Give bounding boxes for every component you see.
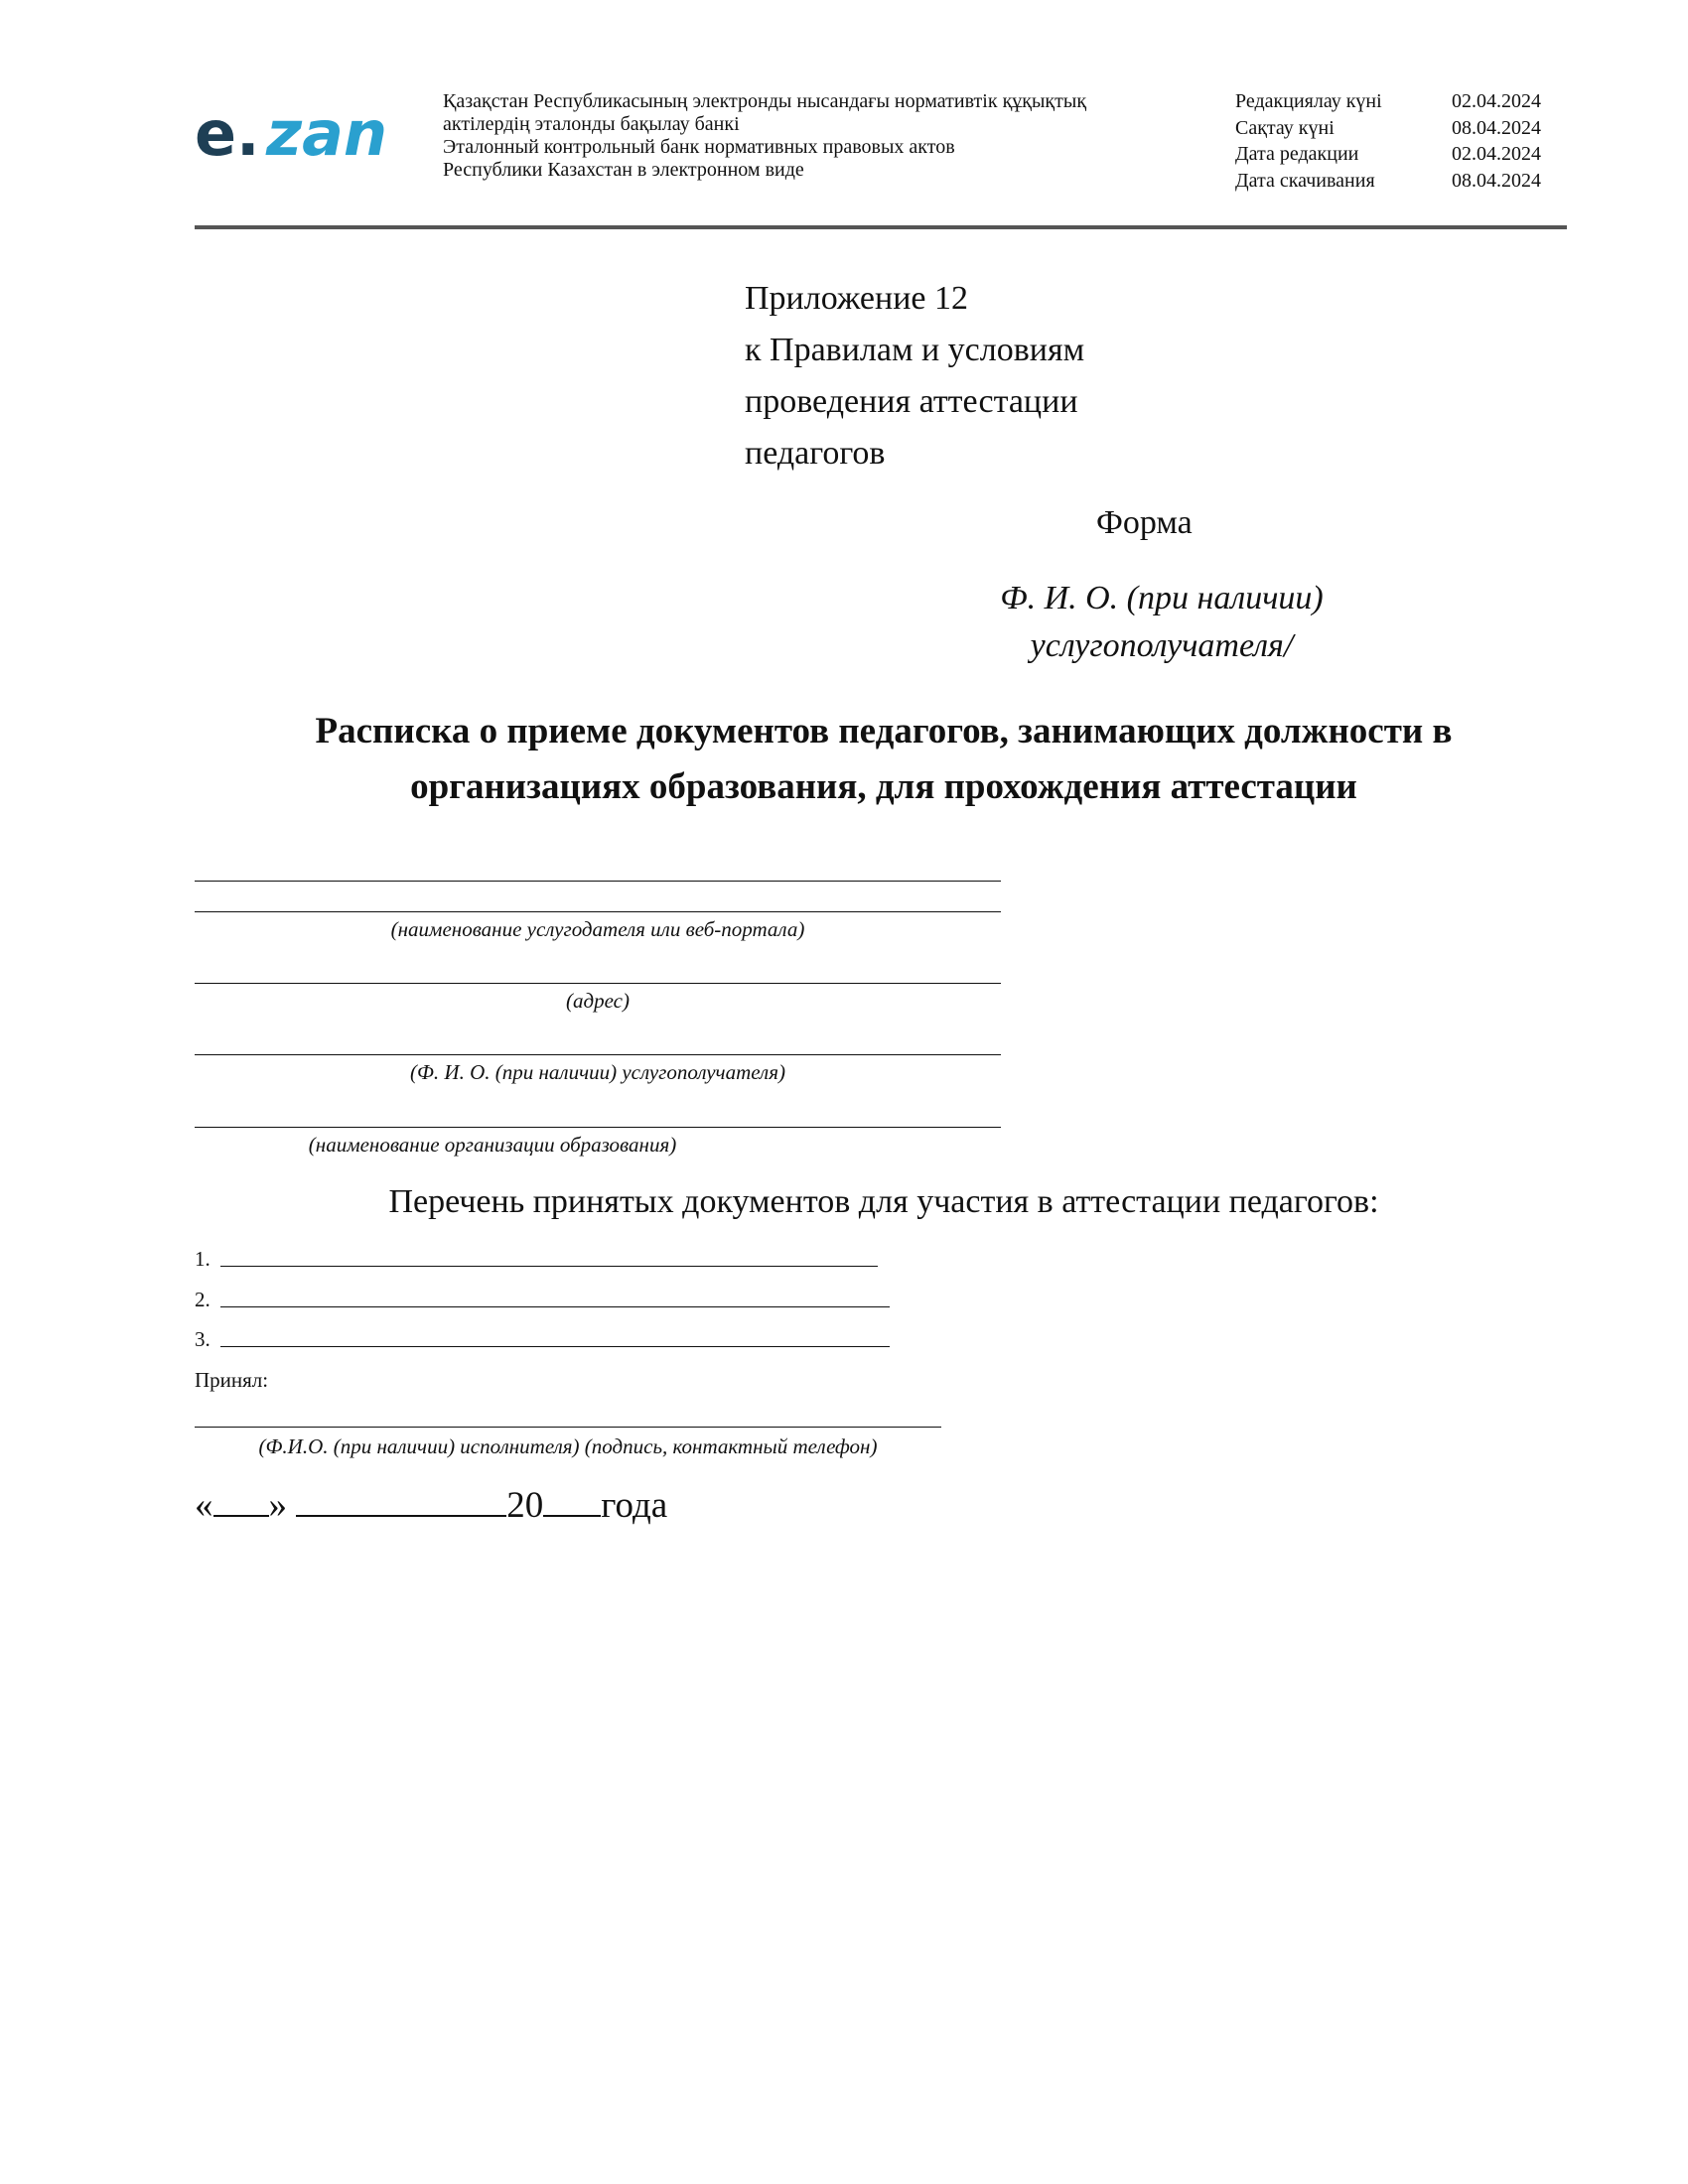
year-suffix: года <box>601 1485 668 1526</box>
day-blank[interactable] <box>213 1481 269 1517</box>
org-line-4: Республики Казахстан в электронном виде <box>443 159 804 181</box>
document-item-2-line[interactable] <box>220 1306 890 1307</box>
logo-e: e. <box>195 99 260 167</box>
date-row <box>195 1481 667 1530</box>
address-line[interactable] <box>195 983 1001 984</box>
meta-label: Дата редакции <box>1235 143 1359 165</box>
organization-line[interactable] <box>195 1127 1001 1128</box>
form-label: Форма <box>1096 504 1193 541</box>
year-prefix: 20 <box>506 1485 544 1526</box>
org-line-2: актілердің эталонды бақылау банкі <box>443 113 740 135</box>
appendix-line-3: проведения аттестации <box>745 383 1078 420</box>
address-caption: (адрес) <box>566 989 630 1013</box>
documents-heading: Перечень принятых документов для участия в аттестации педагогов: <box>388 1183 1379 1220</box>
executor-caption: (Ф.И.О. (при наличии) исполнителя) (подпись, контактный телефон) <box>258 1434 878 1458</box>
recipient-line-2: услугополучателя/ <box>1030 627 1294 664</box>
document-item-2-number: 2. <box>195 1288 211 1311</box>
recipient-line-1: Ф. И. О. (при наличии) <box>1000 580 1324 616</box>
recipient-caption: (Ф. И. О. (при наличии) услугополучателя) <box>410 1060 785 1084</box>
year-blank[interactable] <box>543 1481 601 1517</box>
organization-caption: (наименование организации образования) <box>308 1133 677 1157</box>
title-line-1: Расписка о приеме документов педагогов, занимающих должности в <box>315 711 1453 751</box>
title-line-2: организациях образования, для прохождения аттестации <box>410 766 1357 807</box>
meta-value: 08.04.2024 <box>1452 169 1541 192</box>
date-close-quote: » <box>268 1485 287 1526</box>
ezan-logo <box>195 99 393 167</box>
meta-label: Дата скачивания <box>1235 169 1375 192</box>
recipient-name-line[interactable] <box>195 1054 1001 1055</box>
document-item-1-line[interactable] <box>220 1266 878 1267</box>
meta-row-download-ru <box>1235 168 1571 195</box>
header-org-name <box>443 90 1178 182</box>
provider-line-2[interactable] <box>195 911 1001 912</box>
document-item-1-number: 1. <box>195 1247 211 1271</box>
org-line-3: Эталонный контрольный банк нормативных правовых актов <box>443 136 955 158</box>
meta-row-save-kz <box>1235 115 1571 142</box>
document-item-3-line[interactable] <box>220 1346 890 1347</box>
executor-line[interactable] <box>195 1427 941 1428</box>
accepted-label: Принял: <box>195 1368 269 1392</box>
meta-row-edit-kz <box>1235 88 1571 115</box>
provider-line-1[interactable] <box>195 881 1001 882</box>
header-meta <box>1235 88 1571 194</box>
recipient-label <box>953 575 1370 670</box>
org-line-1: Қазақстан Республикасының электронды нысандағы нормативтік құқықтық <box>443 90 1087 112</box>
appendix-block <box>745 273 1084 479</box>
meta-value: 02.04.2024 <box>1452 90 1541 112</box>
meta-label: Редакциялау күні <box>1235 90 1382 112</box>
month-blank[interactable] <box>296 1481 506 1517</box>
provider-caption: (наименование услугодателя или веб-портала) <box>390 917 805 941</box>
document-title <box>199 704 1569 815</box>
meta-value: 08.04.2024 <box>1452 116 1541 139</box>
appendix-line-1: Приложение 12 <box>745 280 968 317</box>
meta-label: Сақтау күні <box>1235 116 1335 139</box>
meta-value: 02.04.2024 <box>1452 143 1541 165</box>
document-item-3-number: 3. <box>195 1327 211 1351</box>
logo-zan: zan <box>266 99 388 167</box>
header-divider <box>195 225 1567 229</box>
date-open-quote: « <box>195 1485 213 1526</box>
appendix-line-4: педагогов <box>745 435 886 472</box>
appendix-line-2: к Правилам и условиям <box>745 332 1085 368</box>
meta-row-edit-ru <box>1235 141 1571 168</box>
